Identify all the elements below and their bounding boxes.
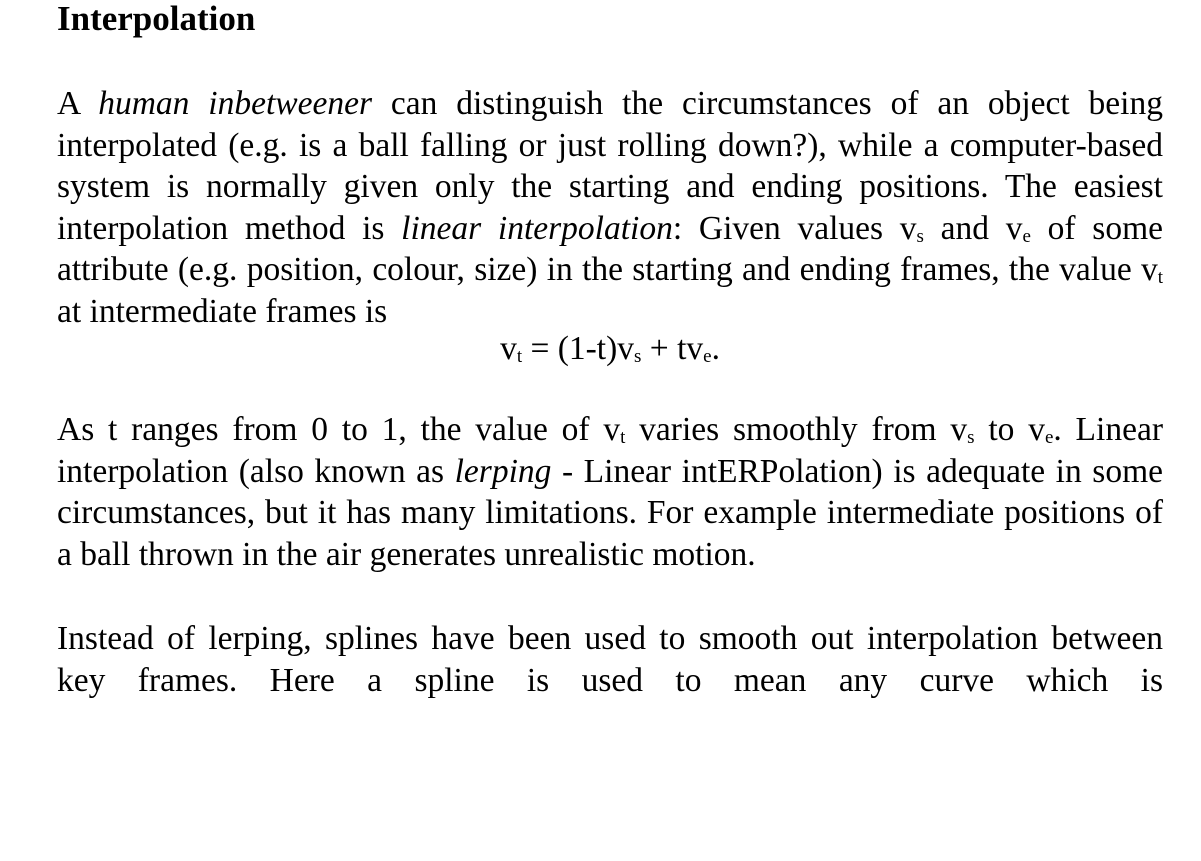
paragraph-inbetweener <box>57 83 1163 332</box>
p1-text-5: of some attribute (e.g. position, colour, size) in the starting and ending frames, the value v <box>57 209 1163 288</box>
formula-end: . <box>711 330 720 367</box>
p1-subscript-t: t <box>1157 267 1163 288</box>
p2-text-5: - Linear intERPolation) is adequate in some circumstances, but it has many limitations. For example intermediate positions of a ball thrown in the air generates unrealistic motion. <box>57 452 1164 573</box>
p1-text-6: at intermediate frames is <box>57 292 388 330</box>
document-page <box>57 0 1163 701</box>
p1-subscript-e: e <box>1022 225 1031 247</box>
formula-plus: + tv <box>641 330 704 367</box>
lerp-formula <box>57 332 1163 366</box>
p2-subscript-t: t <box>620 427 626 448</box>
p2-subscript-e: e <box>1044 427 1054 448</box>
formula-v: v <box>500 330 517 367</box>
p2-text-3: to v <box>974 411 1045 448</box>
section-title: Interpolation <box>57 0 256 38</box>
formula-subscript-e: e <box>703 346 712 367</box>
p1-text-1: A <box>57 85 99 122</box>
p1-subscript-s: s <box>916 225 924 247</box>
p2-text-4: . Linear interpolation (also known as <box>57 411 1163 490</box>
p2-emphasis-lerping: lerping <box>454 452 552 490</box>
p1-text-3: : Given values v <box>672 209 917 247</box>
p1-emphasis-human-inbetweener: human inbetweener <box>98 85 373 122</box>
p1-text-2: can distinguish the circumstances of an object being interpolated (e.g. is a ball falling or just rolling down?), while a computer-based system is normally given only the starting and ending positions. The easiest interpolation method is <box>57 85 1163 247</box>
paragraph-lerping <box>57 409 1163 575</box>
p1-emphasis-linear-interpolation: linear interpolation <box>401 209 673 247</box>
p2-subscript-s: s <box>967 427 975 448</box>
p2-text-2: varies smoothly from v <box>625 411 968 448</box>
formula-subscript-t: t <box>516 346 523 367</box>
paragraph-splines: Instead of lerping, splines have been used to smooth out interpolation between key frames. Here a spline is used to mean any curve which is <box>57 620 1163 699</box>
formula-subscript-s: s <box>634 346 642 367</box>
p2-text-1: As t ranges from 0 to 1, the value of v <box>57 411 621 448</box>
p1-text-4: and v <box>923 209 1023 247</box>
formula-middle: = (1-t)v <box>522 330 635 367</box>
